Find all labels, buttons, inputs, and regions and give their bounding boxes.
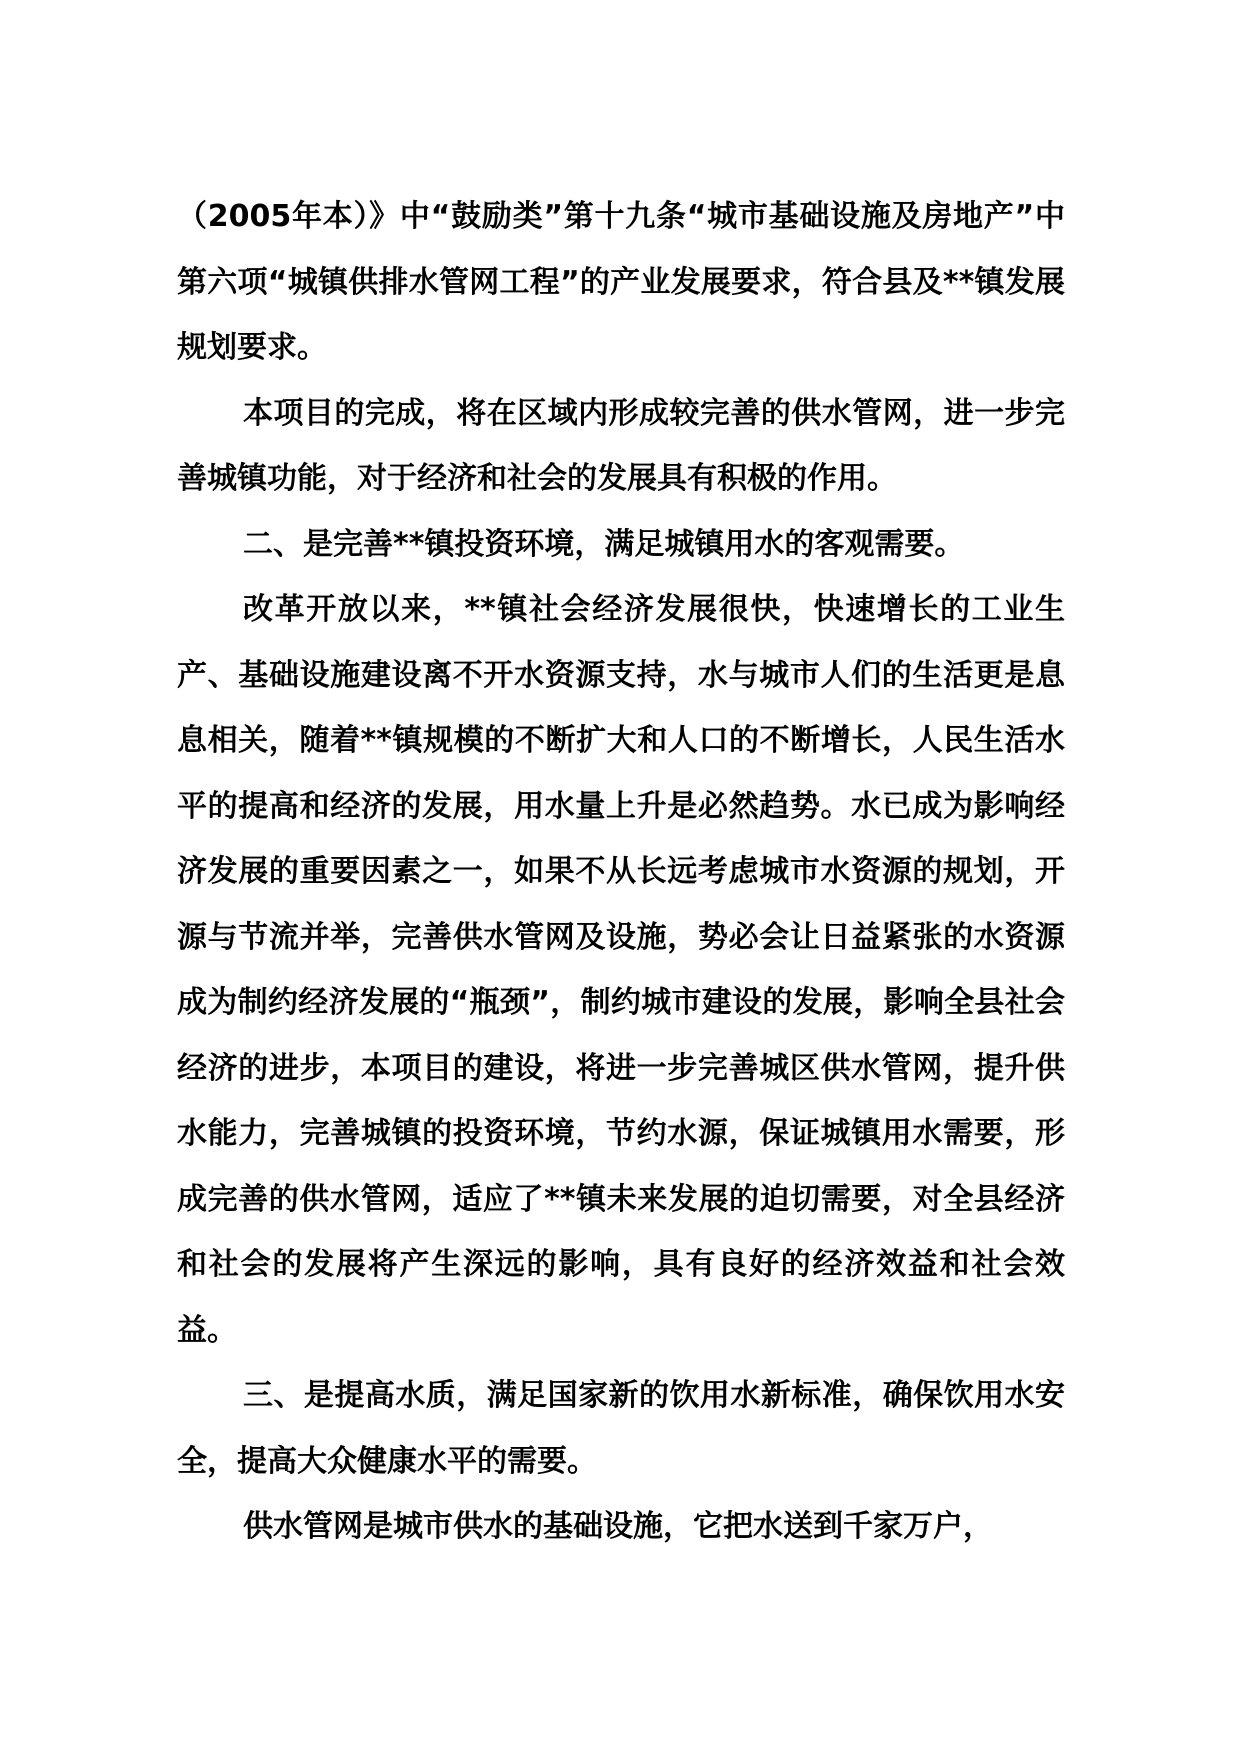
section-heading-water-quality: 三、是提高水质，满足国家新的饮用水新标准，确保饮用水安全，提高大众健康水平的需要。	[177, 1378, 1065, 1479]
paragraph-project-completion: 本项目的完成，将在区域内形成较完善的供水管网，进一步完善城镇功能，对于经济和社会的发展具有积极的作用。	[177, 395, 1065, 496]
section-heading-investment-environment: 二、是完善**镇投资环境，满足城镇用水的客观需要。	[243, 526, 965, 562]
paragraph-policy-compliance: （2005年本）》中“鼓励类”第十九条“城市基础设施及房地产”中第六项“城镇供排水管网工程”的产业发展要求，符合县及**镇发展规划要求。	[177, 199, 1065, 365]
paragraph-supply-network: 供水管网是城市供水的基础设施，它把水送到千家万户，	[243, 1509, 993, 1544]
paragraph-reform-development: 改革开放以来，**镇社会经济发展很快，快速增长的工业生产、基础设施建设离不开水资源支持，水与城市人们的生活更是息息相关，随着**镇规模的不断扩大和人口的不断增长，人民生活水平的提高和经济的发展，用水量上升是必然趋势。水已成为影响经济发展的重要因素之一，如果不从长远考虑城市水资源的规划，开源与节流并举，完善供水管网及设施，势必会让日益紧张的水资源成为制约经济发展的“瓶颈”，制约城市建设的发展，影响全县社会经济的进步，本项目的建设，将进一步完善城区供水管网，提升供水能力，完善城镇的投资环境，节约水源，保证城镇用水需要，形成完善的供水管网，适应了**镇未来发展的迫切需要，对全县经济和社会的发展将产生深远的影响，具有良好的经济效益和社会效益。	[177, 592, 1065, 1348]
body-text	[177, 184, 1065, 1560]
